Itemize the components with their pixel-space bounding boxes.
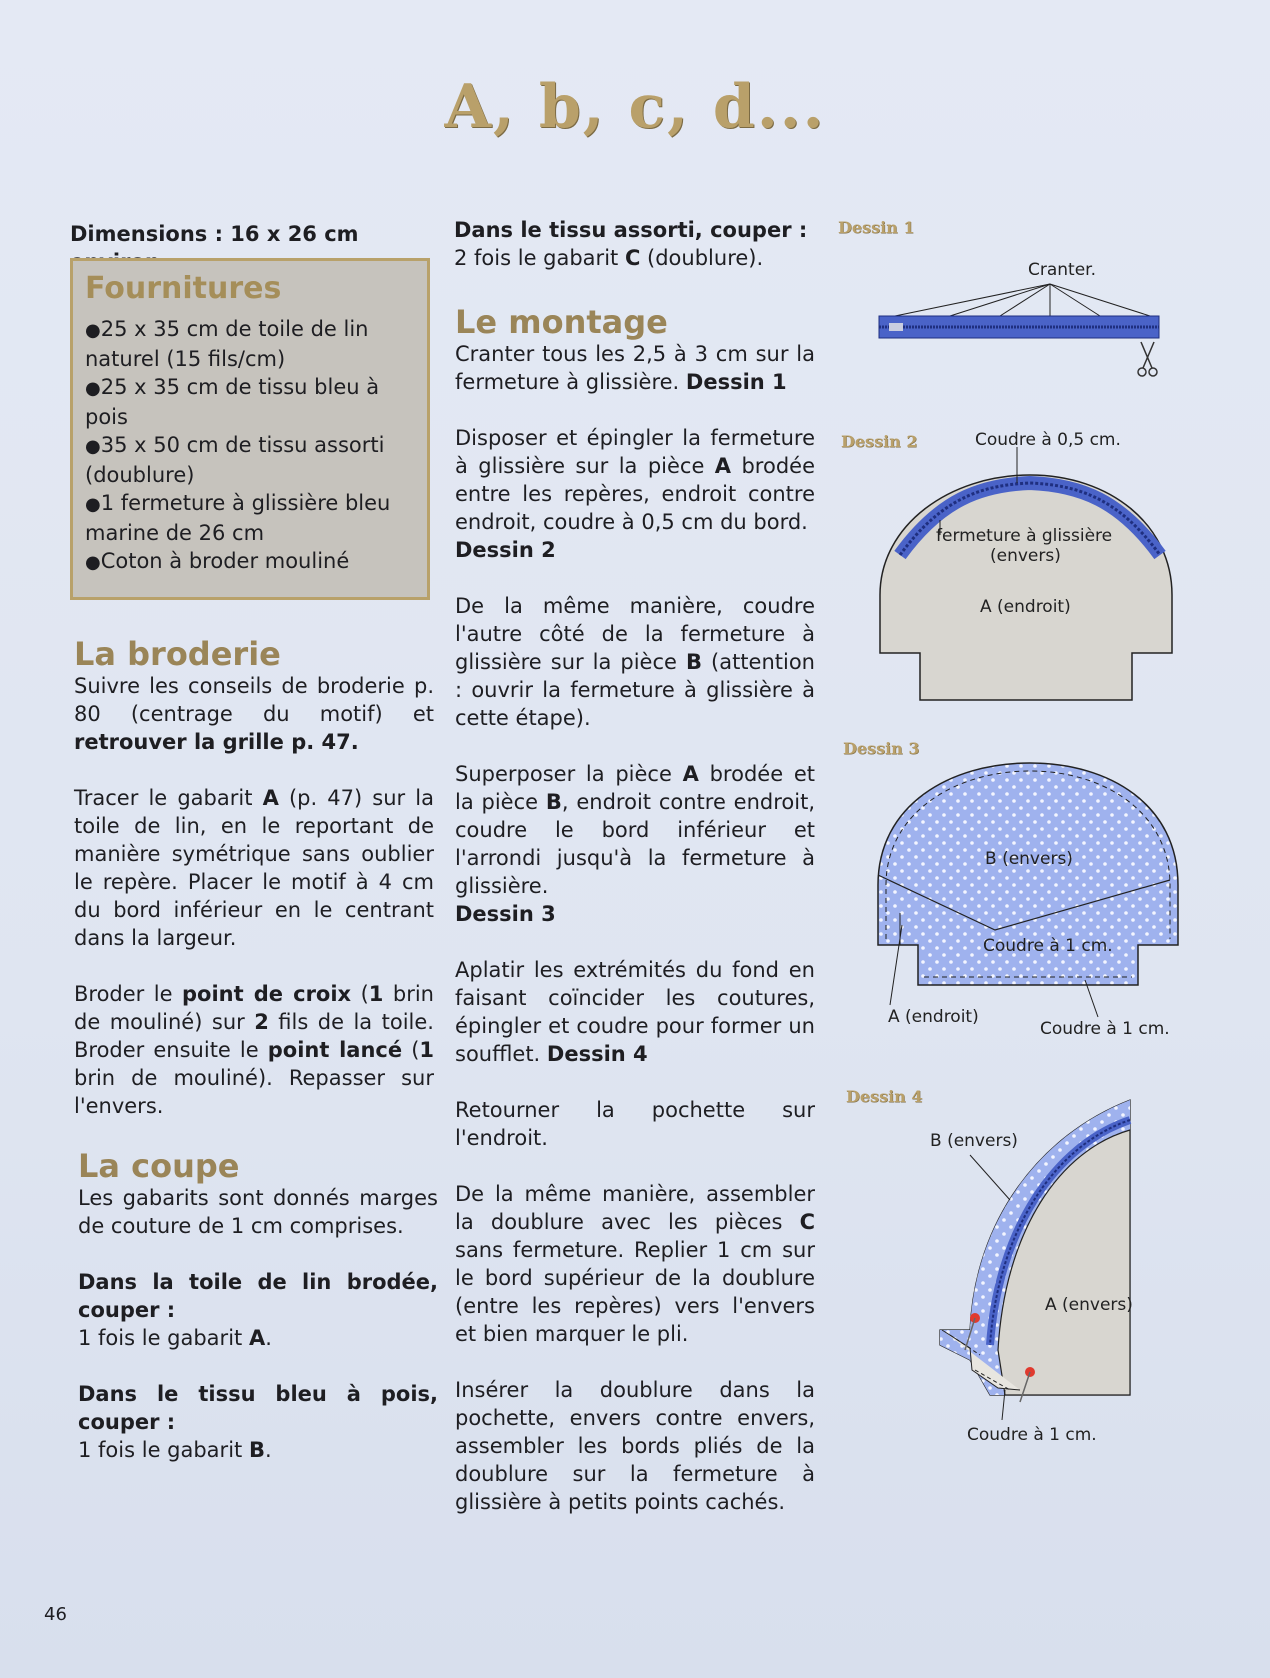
- fourniture-item: ● 1 fermeture à glissière bleu marine de 26 cm: [85, 489, 415, 547]
- d3-a-endroit-label: A (endroit): [888, 1007, 979, 1027]
- d2-coudre-label: Coudre à 0,5 cm.: [975, 430, 1121, 450]
- d4-a-envers-label: A (envers): [1045, 1295, 1133, 1315]
- d2-a-endroit-label: A (endroit): [980, 597, 1071, 617]
- d2-envers-label: (envers): [990, 546, 1061, 566]
- montage-paragraph-3: De la même manière, coudre l'autre côté de la fermeture à glissière sur la pièce B (attention : ouvrir la fermeture à glissière à cette étape).: [455, 594, 815, 730]
- dessin-2-title: Dessin 2: [841, 432, 918, 451]
- fourniture-item: ● 35 x 50 cm de tissu assorti (doublure): [85, 431, 415, 489]
- montage-paragraph-6: Retourner la pochette sur l'endroit.: [455, 1098, 815, 1150]
- broderie-paragraph-1: Suivre les conseils de broderie p. 80 (centrage du motif) et retrouver la grille p. 47.: [74, 674, 434, 754]
- assorti-paragraph: Dans le tissu assorti, couper : 2 fois le gabarit C (doublure).: [454, 218, 808, 270]
- montage-paragraph-5: Aplatir les extrémités du fond en faisant coïncider les coutures, épingler et coudre pour former un soufflet. Dessin 4: [455, 958, 815, 1066]
- dessin-1-zipper: [875, 280, 1175, 380]
- dessin-3-title: Dessin 3: [843, 739, 920, 758]
- d2-fermeture-label: fermeture à glissière: [936, 526, 1113, 546]
- montage-section: [455, 304, 815, 1544]
- fournitures-box: [70, 258, 430, 600]
- d4-b-envers-label: B (envers): [930, 1131, 1018, 1151]
- d3-coudre-1-label: Coudre à 1 cm.: [983, 936, 1113, 956]
- coupe-section: [78, 1148, 438, 1492]
- d4-coudre-label: Coudre à 1 cm.: [967, 1425, 1097, 1445]
- coupe-paragraph-2: Dans la toile de lin brodée, couper : 1 fois le gabarit A.: [78, 1270, 438, 1350]
- page-number: 46: [44, 1604, 67, 1625]
- broderie-section: [74, 636, 434, 1148]
- fournitures-title: Fournitures: [85, 271, 282, 306]
- fourniture-item: ● Coton à broder mouliné: [85, 547, 415, 577]
- fourniture-item: ● 25 x 35 cm de tissu bleu à pois: [85, 373, 415, 431]
- dimensions: Dimensions : 16 x 26 cm: [70, 222, 359, 246]
- montage-paragraph-8: Insérer la doublure dans la pochette, envers contre envers, assembler les bords pliés de la doublure sur la fermeture à glissière à petits points cachés.: [455, 1378, 815, 1514]
- broderie-paragraph-3: Broder le point de croix (1 brin de mouliné) sur 2 fils de la toile. Broder ensuite le point lancé (1 brin de mouliné). Repasser sur l'envers.: [74, 982, 435, 1118]
- d1-cranter-label: Cranter.: [1028, 260, 1097, 280]
- broderie-paragraph-2: Tracer le gabarit A (p. 47) sur la toile de lin, en le reportant de manière symétrique sans oublier le repère. Placer le motif à 4 cm du bord inférieur en le centrant dans la largeur.: [74, 786, 434, 950]
- montage-paragraph-2: Disposer et épingler la fermeture à glissière sur la pièce A brodée entre les repères, endroit contre endroit, coudre à 0,5 cm du bord. Dessin 2: [455, 426, 815, 562]
- montage-title: Le montage: [455, 303, 668, 341]
- coupe-paragraph-1: Les gabarits sont donnés marges de couture de 1 cm comprises.: [78, 1186, 438, 1238]
- page-title: A, b, c, d...: [444, 72, 826, 142]
- d3-coudre-2-label: Coudre à 1 cm.: [1040, 1019, 1170, 1039]
- broderie-title: La broderie: [74, 635, 281, 673]
- montage-paragraph-1: Cranter tous les 2,5 à 3 cm sur la fermeture à glissière. Dessin 1: [455, 342, 815, 394]
- fourniture-item: ● 25 x 35 cm de toile de lin naturel (15 fils/cm): [85, 315, 415, 373]
- dessin-1-title: Dessin 1: [838, 218, 915, 237]
- d3-b-envers-label: B (envers): [985, 849, 1073, 869]
- coupe-paragraph-3: Dans le tissu bleu à pois, couper : 1 fois le gabarit B.: [78, 1382, 438, 1462]
- dessin-4-title: Dessin 4: [846, 1087, 923, 1106]
- montage-paragraph-4: Superposer la pièce A brodée et la pièce B, endroit contre endroit, coudre le bord inférieur et l'arrondi jusqu'à la fermeture à glissière. Dessin 3: [455, 762, 815, 926]
- coupe-title: La coupe: [78, 1147, 240, 1185]
- dessin-2-shape: [870, 445, 1190, 705]
- montage-paragraph-7: De la même manière, assembler la doublure avec les pièces C sans fermeture. Replier 1 cm sur le bord supérieur de la doublure (entre les repères) vers l'envers et bien marquer le pli.: [455, 1182, 815, 1346]
